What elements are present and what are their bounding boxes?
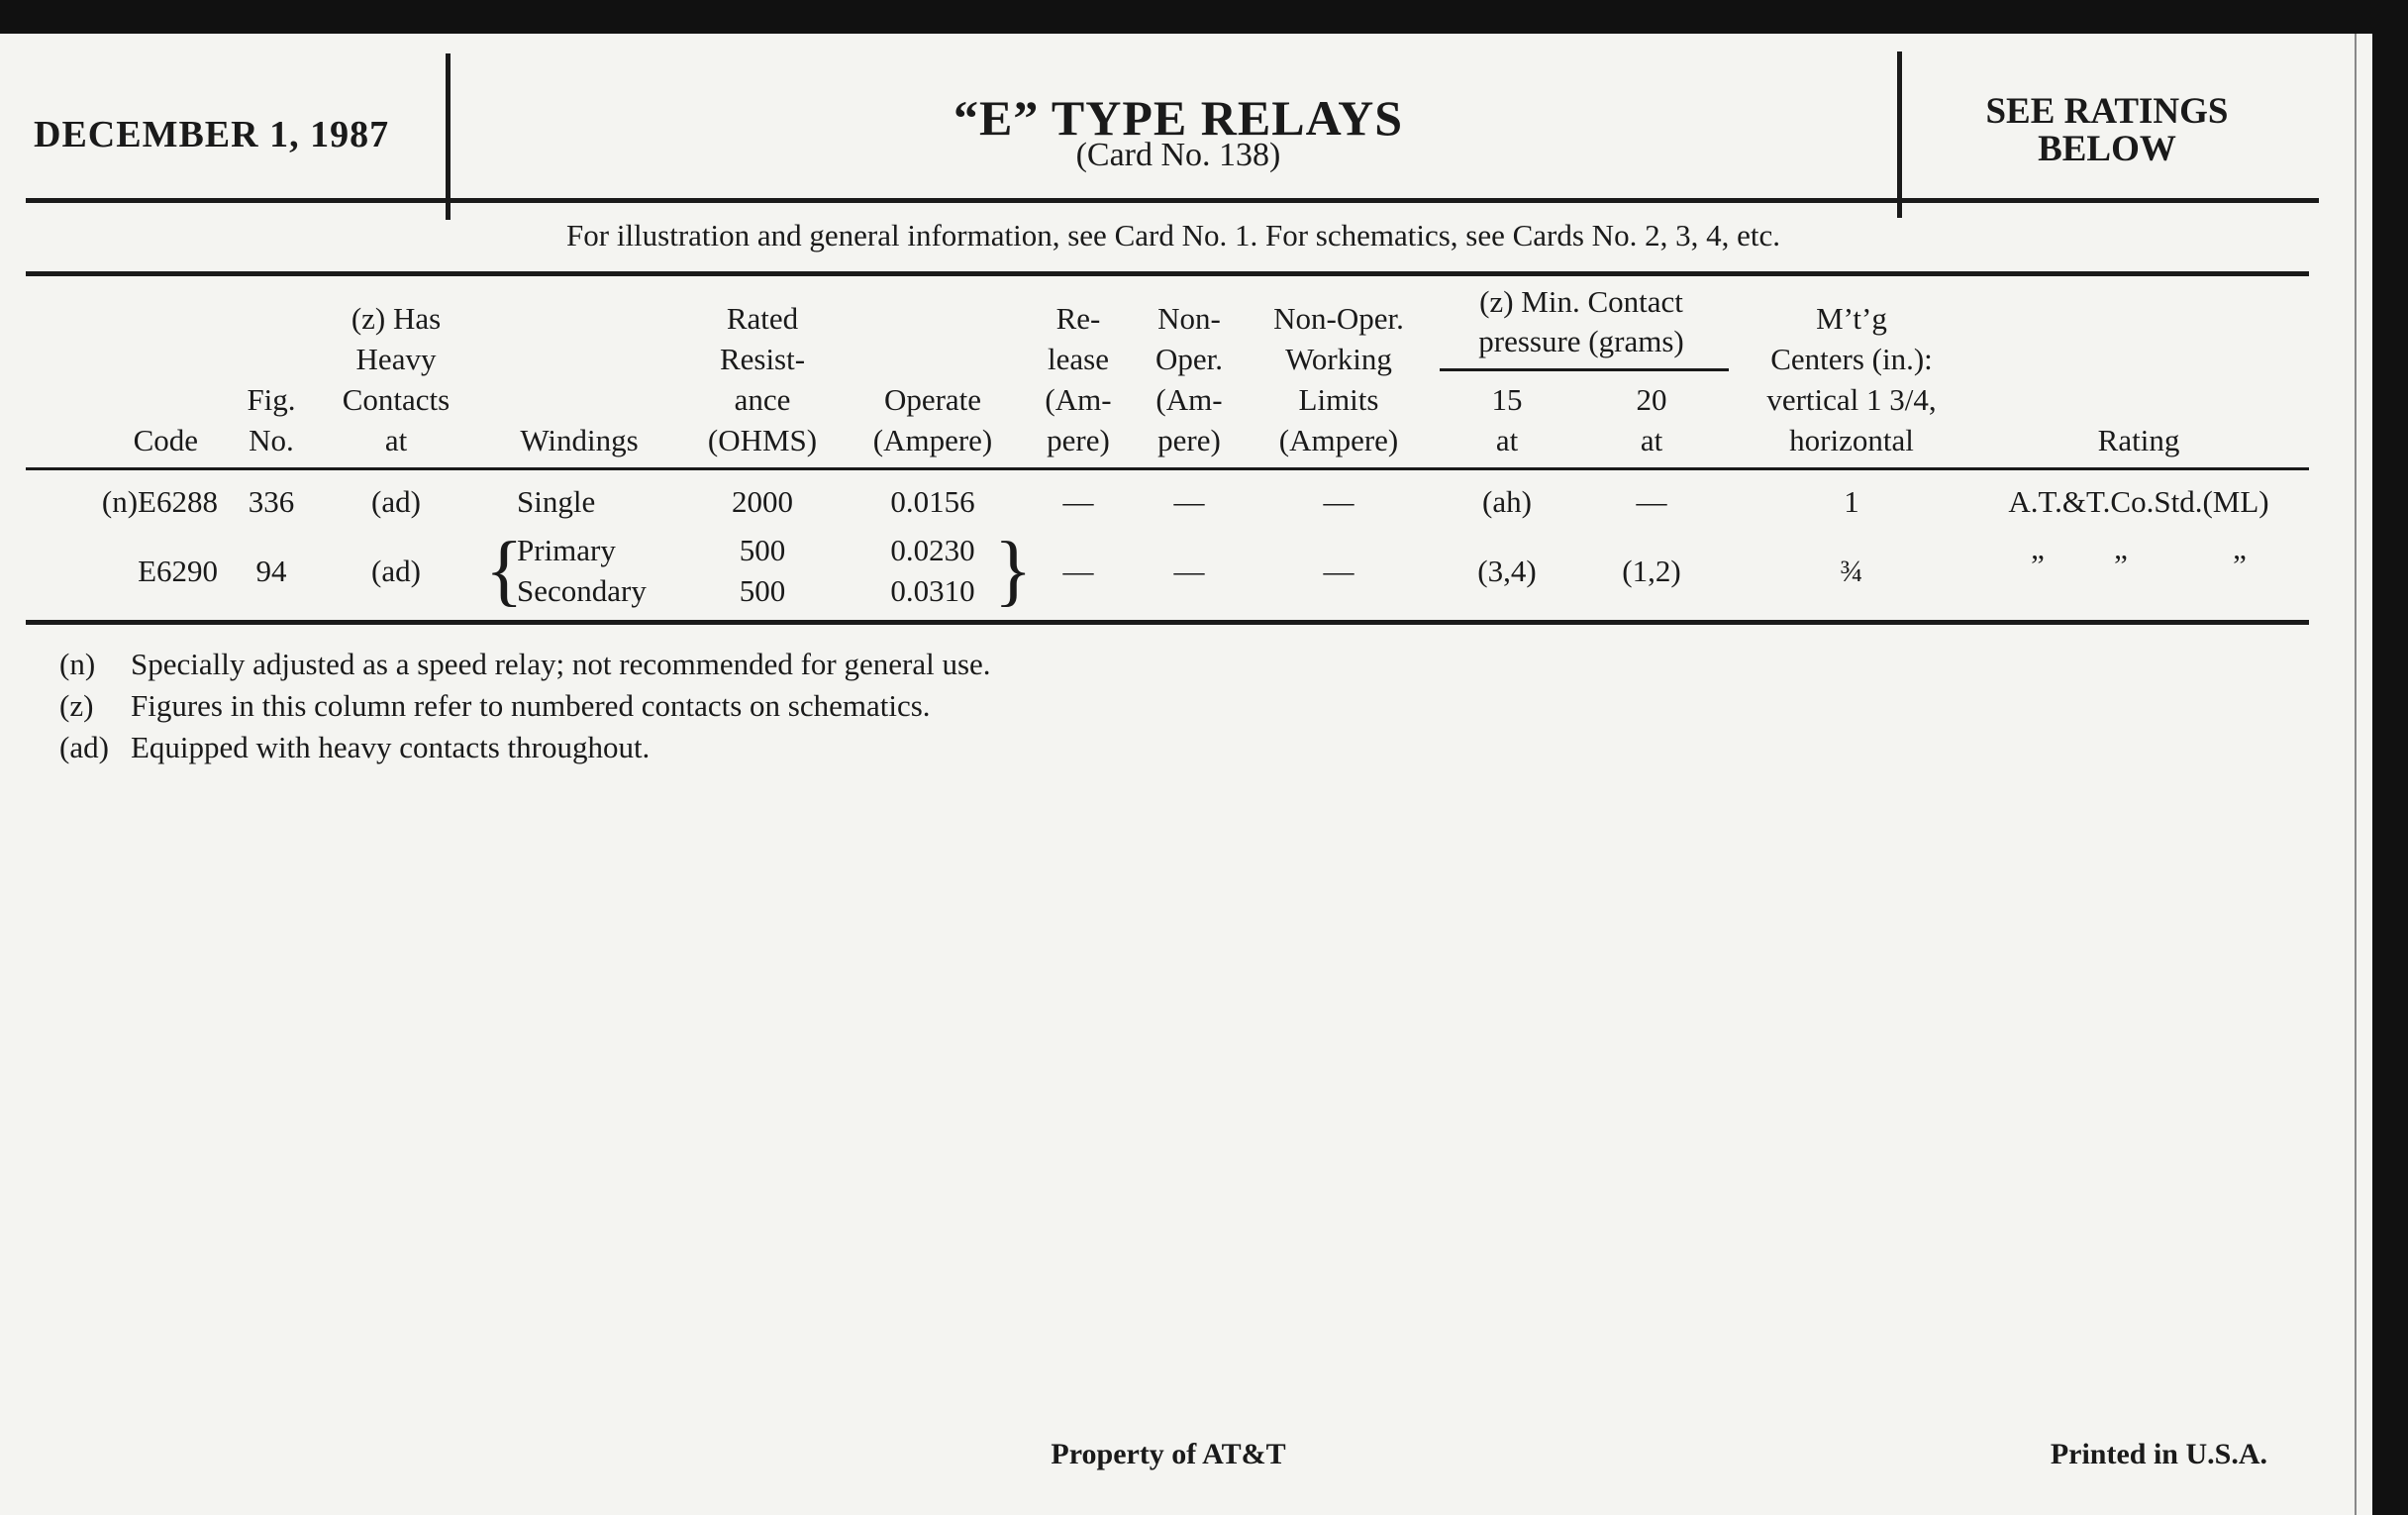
right-brace-icon: }	[994, 527, 1033, 614]
col-contacts-3: Contacts	[342, 382, 451, 417]
header-divider-right	[1897, 51, 1902, 218]
col-working-4: (Ampere)	[1278, 423, 1399, 457]
footnote-ad-key: (ad)	[59, 730, 109, 764]
row2-release: —	[1062, 554, 1094, 588]
row1-operate: 0.0156	[890, 484, 975, 519]
row1-p15: (ah)	[1482, 484, 1532, 519]
row1-winding: Single	[517, 484, 596, 519]
col-resistance-3: ance	[734, 382, 791, 417]
row1-code: (n)E6288	[101, 484, 218, 519]
col-contacts-2: Heavy	[355, 342, 437, 376]
footnote-n	[59, 644, 991, 685]
col-fig-2: No.	[249, 423, 294, 457]
header-divider-left	[446, 53, 451, 220]
col-release-3: (Am-	[1045, 382, 1112, 417]
col-working-3: Limits	[1298, 382, 1379, 417]
row2-fig: 94	[255, 554, 287, 588]
row1-rating: A.T.&T.Co.Std.(ML)	[2008, 484, 2269, 519]
col-working-2: Working	[1285, 342, 1392, 376]
row2-winding-secondary: Secondary	[517, 573, 647, 608]
row1-contacts: (ad)	[371, 484, 421, 519]
footnote-n-key: (n)	[59, 647, 96, 681]
col-resistance-1: Rated	[726, 301, 799, 336]
col-p15-1: 15	[1491, 382, 1523, 417]
col-contacts-1: (z) Has	[351, 301, 442, 336]
row1-working: —	[1323, 484, 1354, 519]
footnote-z-text: Figures in this column refer to numbered contacts on schematics.	[131, 688, 931, 723]
row1-p20: —	[1636, 484, 1667, 519]
col-nonoper-3: (Am-	[1155, 382, 1223, 417]
col-release-1: Re-	[1055, 301, 1101, 336]
row2-resistance-secondary: 500	[739, 573, 786, 608]
row1-release: —	[1062, 484, 1094, 519]
info-line: For illustration and general information, see Card No. 1. For schematics, see Cards No. 2, 3, 4, etc.	[566, 218, 1780, 252]
col-windings: Windings	[520, 423, 639, 457]
footnote-z-key: (z)	[59, 688, 94, 723]
col-operate-2: (Ampere)	[872, 423, 993, 457]
footnote-z	[59, 685, 931, 727]
footnote-ad-text: Equipped with heavy contacts throughout.	[131, 730, 651, 764]
row1-resistance: 2000	[732, 484, 793, 519]
col-p20-2: at	[1640, 423, 1663, 457]
ratings-note	[1911, 93, 2303, 168]
row2-operate-primary: 0.0230	[890, 533, 975, 567]
col-operate-1: Operate	[883, 382, 982, 417]
col-mtg-3: vertical 1 3/4,	[1766, 382, 1937, 417]
row2-nonoper: —	[1173, 554, 1205, 588]
pressure-rule	[1440, 368, 1729, 371]
row2-rating-mark-3: ”	[2233, 548, 2247, 582]
col-p20-1: 20	[1636, 382, 1667, 417]
row2-p15: (3,4)	[1477, 554, 1537, 588]
footnote-n-text: Specially adjusted as a speed relay; not recommended for general use.	[131, 647, 991, 681]
col-pressure-1: (z) Min. Contact	[1479, 284, 1683, 319]
col-resistance-4: (OHMS)	[707, 423, 818, 457]
row2-resistance-primary: 500	[739, 533, 786, 567]
col-fig-1: Fig.	[247, 382, 296, 417]
row1-nonoper: —	[1173, 484, 1205, 519]
col-mtg-4: horizontal	[1789, 423, 1914, 457]
ratings-line-2: BELOW	[2038, 129, 2176, 169]
row2-p20: (1,2)	[1622, 554, 1681, 588]
row2-winding-primary: Primary	[517, 533, 616, 567]
footer-printed: Printed in U.S.A.	[2050, 1438, 2267, 1470]
row2-rating-mark-2: ”	[2114, 548, 2128, 582]
row1-mtg: 1	[1844, 484, 1859, 519]
col-nonoper-2: Oper.	[1154, 342, 1223, 376]
card-date: DECEMBER 1, 1987	[34, 114, 390, 155]
row1-fig: 336	[248, 484, 295, 519]
col-mtg-2: Centers (in.):	[1770, 342, 1933, 376]
col-nonoper-4: pere)	[1157, 423, 1221, 457]
col-contacts-4: at	[384, 423, 408, 457]
col-release-2: lease	[1048, 342, 1109, 376]
header-rule	[26, 198, 2319, 203]
col-resistance-2: Resist-	[719, 342, 806, 376]
column-header-rule	[26, 467, 2309, 470]
col-code: Code	[133, 423, 198, 457]
col-release-4: pere)	[1047, 423, 1110, 457]
ratings-line-1: SEE RATINGS	[1985, 91, 2229, 132]
row2-operate-secondary: 0.0310	[890, 573, 975, 608]
col-p15-2: at	[1495, 423, 1519, 457]
col-nonoper-1: Non-	[1157, 301, 1221, 336]
row2-code: E6290	[138, 554, 218, 588]
col-mtg-1: M’t’g	[1816, 301, 1887, 336]
table-bottom-rule	[26, 620, 2309, 625]
footer-property: Property of AT&T	[1051, 1438, 1286, 1470]
info-rule	[26, 271, 2309, 276]
relay-card	[0, 34, 2372, 1515]
card-title: “E” TYPE RELAYS	[953, 90, 1404, 146]
row2-rating-mark-1: ”	[2031, 548, 2045, 582]
row2-mtg: ¾	[1840, 554, 1863, 588]
card-subtitle: (Card No. 138)	[1075, 137, 1281, 173]
footnote-ad	[59, 727, 650, 768]
card-edge-shadow	[2355, 34, 2357, 1515]
col-rating: Rating	[2097, 423, 2180, 457]
col-working-1: Non-Oper.	[1273, 301, 1404, 336]
left-brace-icon: {	[485, 527, 524, 614]
row2-working: —	[1323, 554, 1354, 588]
row2-contacts: (ad)	[371, 554, 421, 588]
col-pressure-2: pressure (grams)	[1478, 324, 1684, 358]
